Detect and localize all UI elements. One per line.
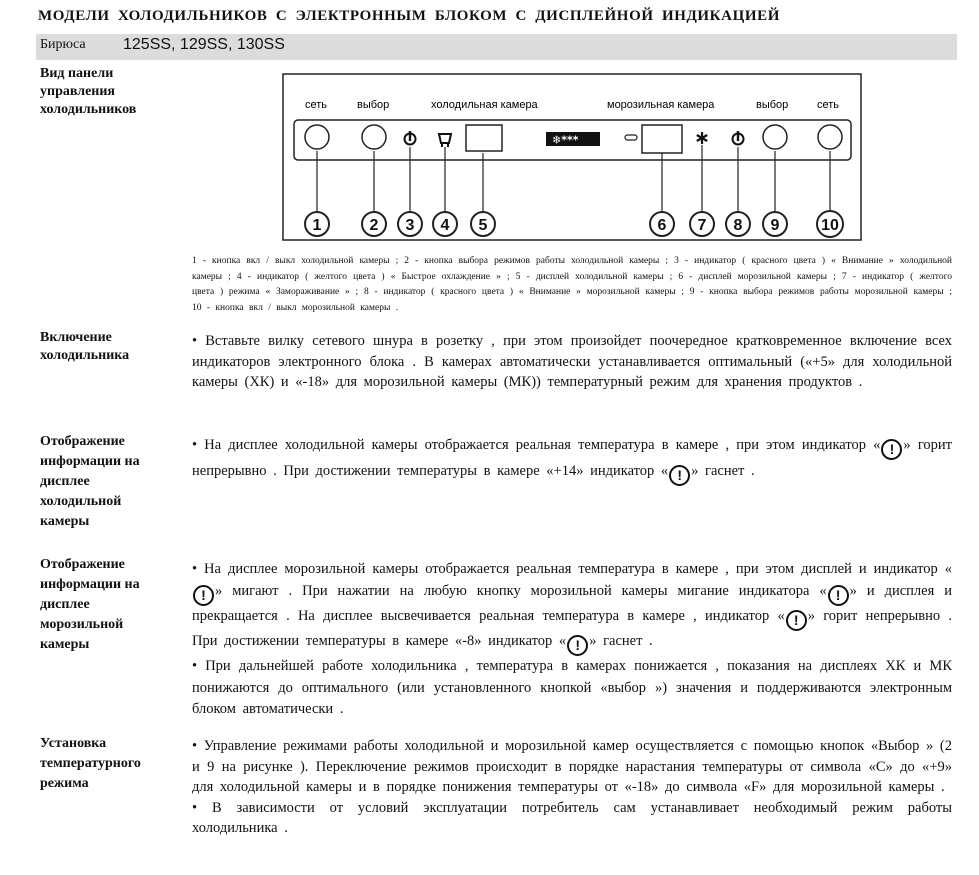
section-label-panel: Вид панели управления холодильников [40, 66, 137, 117]
warning-icon: ! [669, 465, 690, 486]
callout-9: 9 [770, 217, 780, 234]
section-body-power-on [192, 331, 952, 393]
paragraph-freezer-display: • На дисплее морозильной камеры отображается реальная температура в камере , при этом дисплей и индикатор «! » мигают . При нажатии на любую кнопку морозильной камеры мигание индикатора « ! » и дисплея и прекращается . На дисплее высвечивается реальная температура в камере , индикатор « ! » горит непрерывно . При достижении температуры в камере «-8» индикатор « ! » гаснет . [192, 559, 952, 656]
panel-legend: 1 - кнопка вкл / выкл холодильной камеры ; 2 - кнопка выбора режимов работы холодильной камеры ; 3 - индикатор ( красного цвета ) « Внимание » холодильной камеры ; 4 - индикатор ( желтого цвета ) « Быстрое охлаждение » ; 5 - дисплей холодильной камеры ; 6 - дисплей морозильной камеры ; 7 - индикатор ( желтого цвета ) режима « Замораживание » ; 8 - индикатор ( красного цвета ) « Внимание » морозильной камеры ; 9 - кнопка выбора режимов работы морозильной камеры ; 10 - кнопка вкл / выкл морозильной камеры . [192, 256, 952, 313]
callout-6: 6 [657, 217, 667, 234]
fridge-display-drawing [466, 125, 502, 151]
label-select-right: выбор [756, 99, 789, 111]
section-body-fridge-display [192, 434, 952, 486]
label-power-left: сеть [305, 99, 328, 111]
label-freezer-chamber: морозильная камера [607, 99, 715, 111]
section-label-temperature-mode: Установка температурного режима [40, 736, 141, 791]
freezer-mark-icon [546, 132, 600, 147]
freezer-power-button-drawing [818, 125, 842, 149]
label-select-left: выбор [357, 99, 390, 111]
callout-2: 2 [369, 217, 379, 234]
section-body-freezer-display [192, 559, 952, 721]
label-power-right: сеть [817, 99, 840, 111]
warning-icon: ! [828, 585, 849, 606]
fridge-power-button-drawing [305, 125, 329, 149]
svg-text:❄***: ❄*** [552, 133, 579, 147]
freezer-display-drawing [642, 125, 682, 153]
paragraph-fridge-display: • На дисплее холодильной камеры отображается реальная температура в камере , при этом индикатор « ! » горит непрерывно . При достижении температуры в камере «+14» индикатор « ! » гаснет . [192, 434, 952, 486]
fridge-select-button-drawing [362, 125, 386, 149]
page-title: МОДЕЛИ ХОЛОДИЛЬНИКОВ С ЭЛЕКТРОННЫМ БЛОКОМ С ДИСПЛЕЙНОЙ ИНДИКАЦИЕЙ [38, 8, 780, 24]
callout-1: 1 [312, 217, 322, 234]
callout-3: 3 [405, 217, 415, 234]
paragraph-mode-user: • В зависимости от условий эксплуатации потребитель сам устанавливает необходимый режим работы холодильника . [192, 799, 952, 836]
warning-icon: ! [193, 585, 214, 606]
label-fridge-chamber: холодильная камера [431, 99, 538, 111]
freezer-select-button-drawing [763, 125, 787, 149]
paragraph-freezer-cooling: • При дальнейшей работе холодильника , температура в камерах понижается , показания на дисплеях ХК и МК понижаются до оптимального (или установленного кнопкой «выбор ») значения и поддерживаются электронным блоком автоматически . [192, 658, 952, 718]
callout-7: 7 [697, 217, 707, 234]
callout-5: 5 [478, 217, 488, 234]
paragraph-mode-control: • Управление режимами работы холодильной и морозильной камер осуществляется с помощью кнопок «Выбор » (2 и 9 на рисунке ). Переключение режимов происходит в порядке нарастания температуры от символа «С» до «+9» для холодильной камеры и в порядке понижения температуры от «-18» до символа «F» для морозильной камеры . [192, 738, 952, 795]
paragraph-power-on: • Вставьте вилку сетевого шнура в розетку , при этом произойдет поочередное кратковременное включение всех индикаторов электронного блока . В камерах автоматически устанавливается оптимальный («+5» для холодильной камеры (ХК) и «-18» для морозильной камеры (МК)) температурный режим для хранения продуктов . [192, 333, 952, 390]
brand-name: Бирюса [40, 37, 86, 52]
control-panel-diagram [282, 73, 864, 243]
section-label-fridge-display: Отображение информации на дисплее холодильной камеры [40, 434, 140, 529]
warning-icon: ! [567, 635, 588, 656]
section-body-temperature-mode [192, 736, 952, 839]
section-label-freezer-display: Отображение информации на дисплее морозильной камеры [40, 557, 140, 652]
warning-icon: ! [786, 610, 807, 631]
callout-4: 4 [440, 217, 450, 234]
section-label-power-on: Включение холодильника [40, 330, 130, 363]
warning-icon: ! [881, 439, 902, 460]
callout-8: 8 [733, 217, 743, 234]
model-list: 125SS, 129SS, 130SS [123, 36, 285, 53]
callout-10: 10 [821, 217, 839, 234]
